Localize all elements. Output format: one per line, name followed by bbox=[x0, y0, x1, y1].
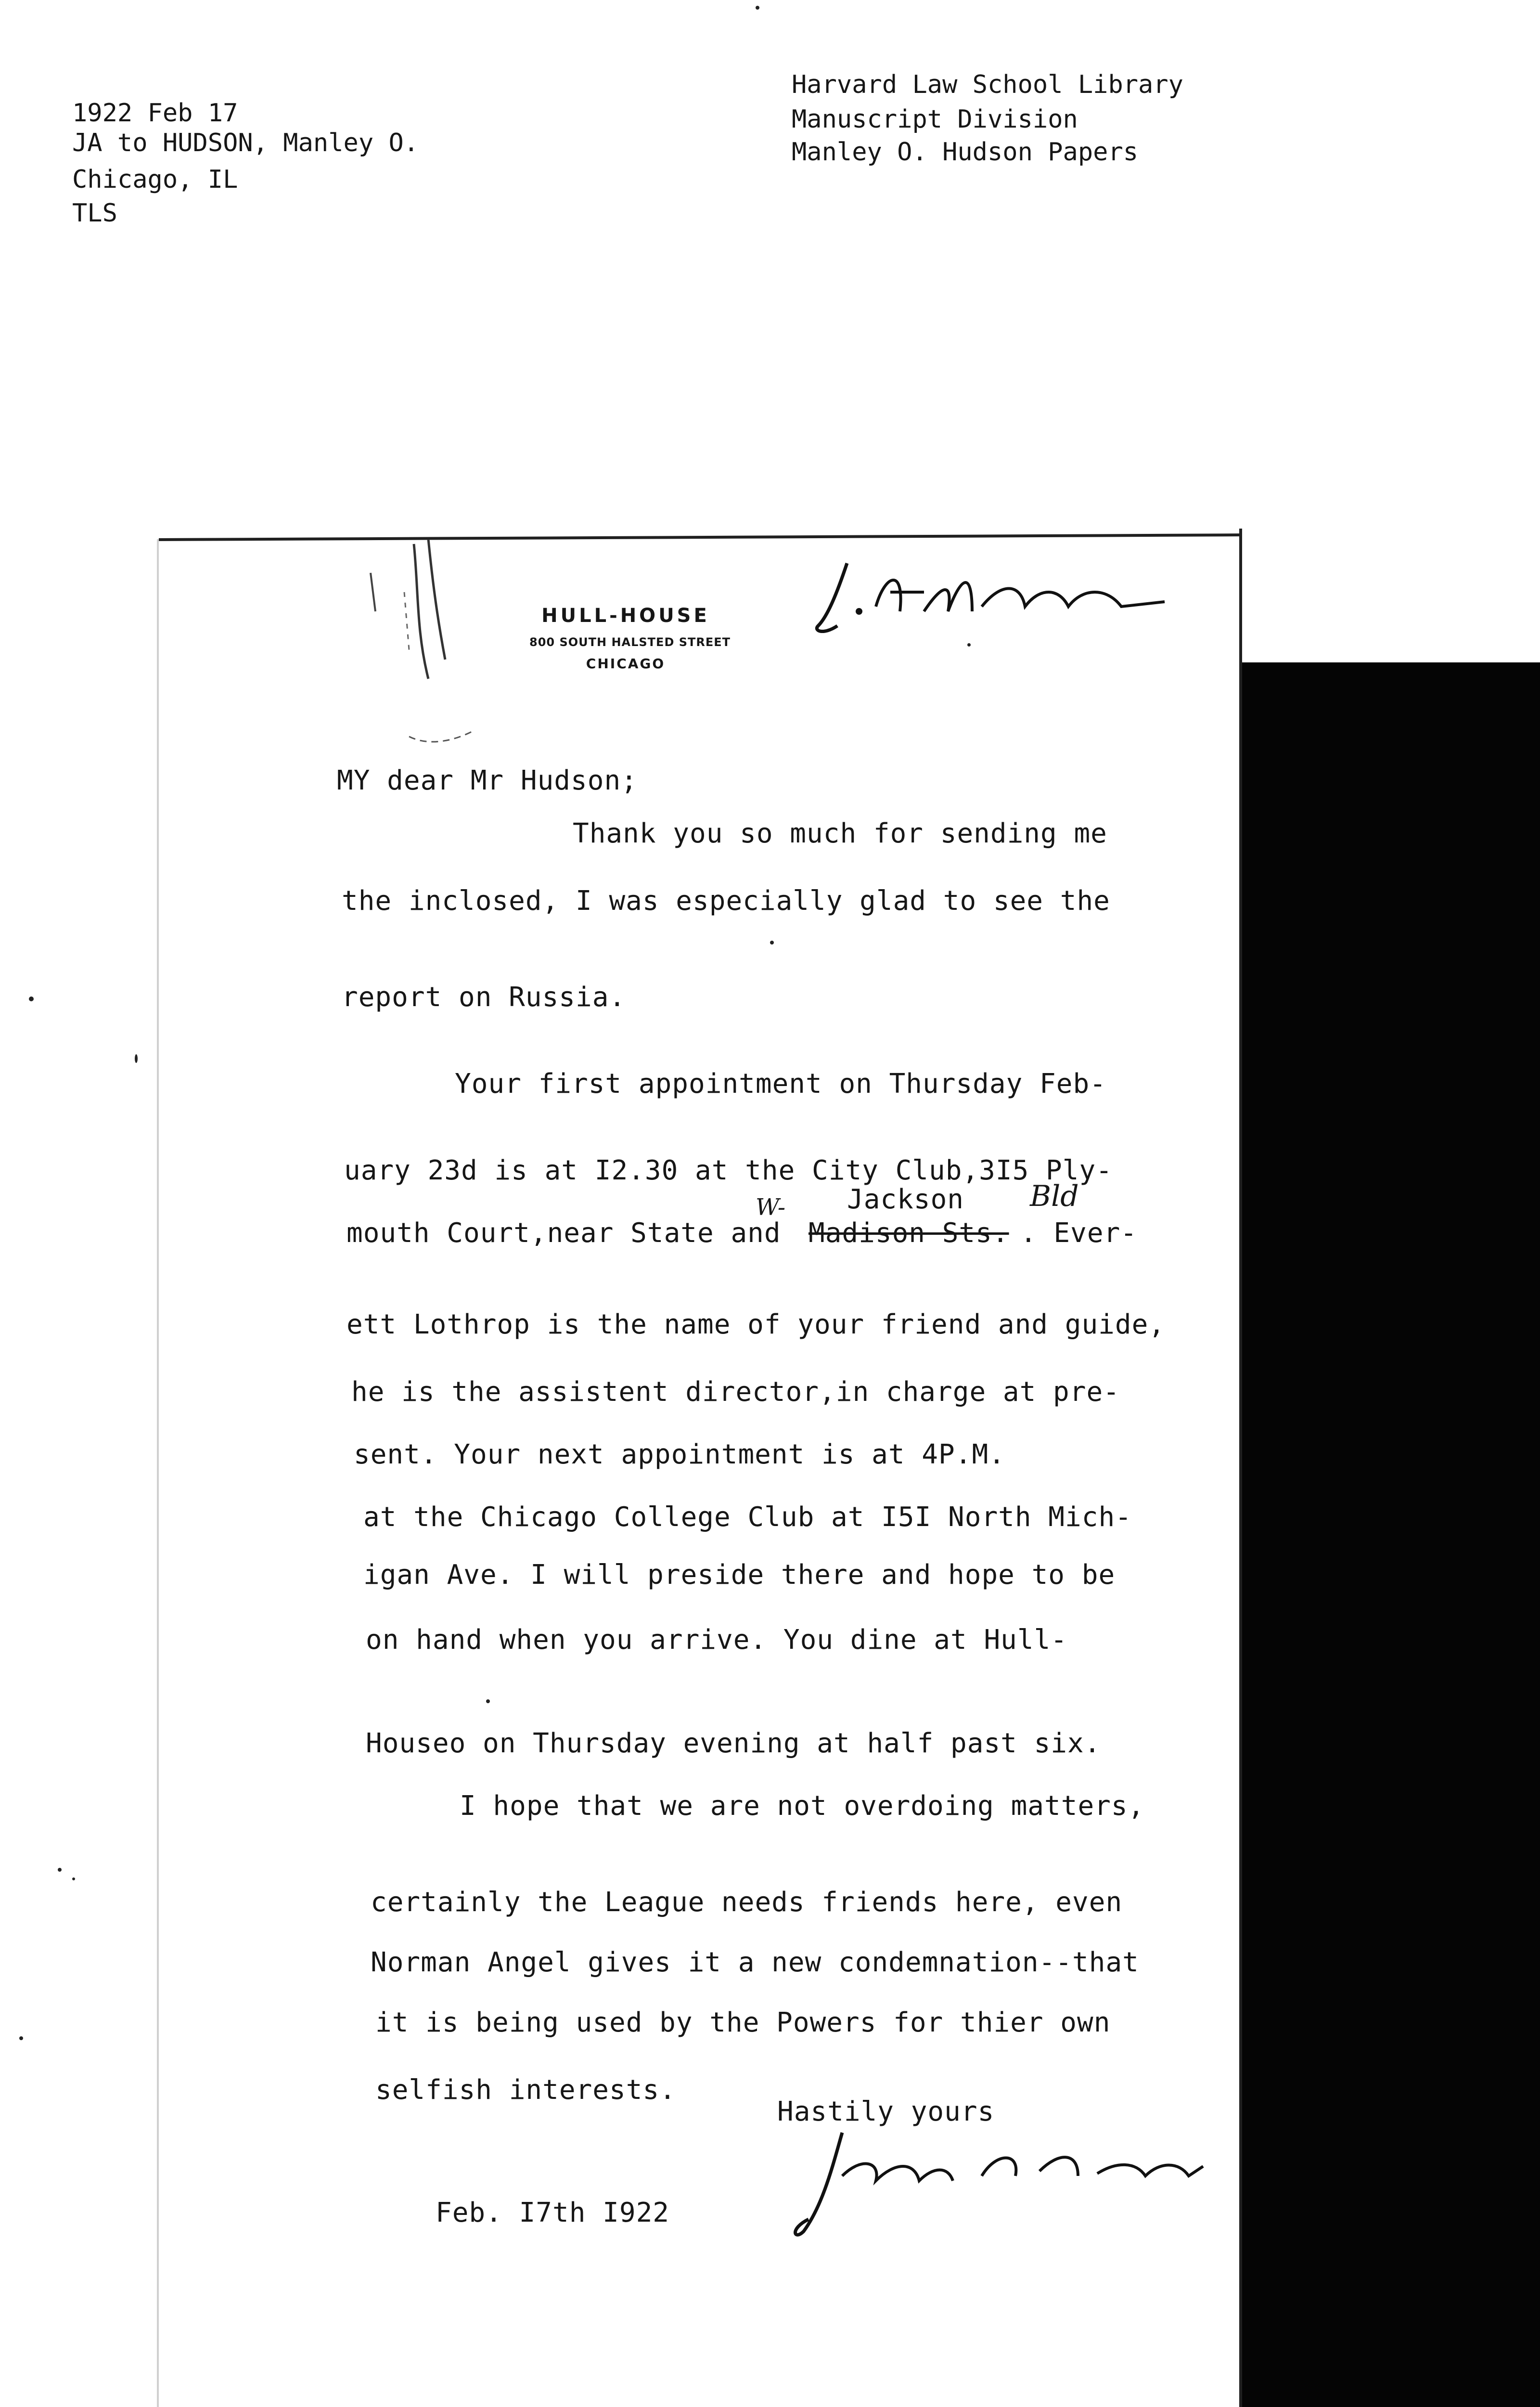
letterhead-address: 800 SOUTH HALSTED STREET bbox=[529, 635, 731, 649]
body-line-17: it is being used by the Powers for thier own bbox=[375, 2007, 1111, 2038]
catalog-date: 1922 Feb 17 bbox=[72, 99, 238, 128]
body-line-15: certainly the League needs friends here, even bbox=[371, 1887, 1123, 1918]
insert-mark-right: Bld bbox=[1030, 1179, 1079, 1213]
speck bbox=[72, 1877, 75, 1880]
speck bbox=[770, 941, 774, 945]
body-line-5: uary 23d is at I2.30 at the City Club,3I5 Ply- bbox=[344, 1155, 1113, 1186]
body-line-16: Norman Angel gives it a new condemnation--that bbox=[371, 1947, 1139, 1978]
body-line-7: ett Lothrop is the name of your friend and guide, bbox=[346, 1309, 1166, 1340]
letter-left-edge bbox=[157, 539, 159, 2407]
pencil-marks bbox=[356, 534, 510, 756]
body-line-12: on hand when you arrive. You dine at Hull- bbox=[366, 1624, 1068, 1656]
library-collection: Manley O. Hudson Papers bbox=[792, 138, 1139, 167]
speck bbox=[58, 1868, 62, 1872]
body-line-2: the inclosed, I was especially glad to see the bbox=[342, 885, 1110, 917]
letterhead-name: HULL-HOUSE bbox=[541, 605, 710, 627]
letter-top-edge bbox=[159, 533, 1242, 541]
speck bbox=[756, 6, 759, 10]
body-line-18: selfish interests. bbox=[375, 2074, 676, 2106]
closing: Hastily yours bbox=[777, 2096, 995, 2127]
body-line-9: sent. Your next appointment is at 4P.M. bbox=[354, 1439, 1005, 1470]
catalog-correspondents: JA to HUDSON, Manley O. bbox=[72, 129, 419, 157]
date-line: Feb. I7th I922 bbox=[436, 2197, 670, 2228]
struck-text: Madison Sts. bbox=[808, 1217, 1009, 1249]
scan-shadow-block bbox=[1240, 662, 1540, 2407]
signature-top bbox=[808, 554, 1174, 645]
body-line-4: Your first appointment on Thursday Feb- bbox=[455, 1068, 1106, 1100]
body-line-1: Thank you so much for sending me bbox=[573, 818, 1107, 849]
body-line-11: igan Ave. I will preside there and hope to be bbox=[363, 1559, 1116, 1591]
body-line-6-end: . Ever- bbox=[1020, 1217, 1138, 1249]
body-line-6: mouth Court,near State and bbox=[346, 1217, 781, 1249]
insert-typed-jackson: Jackson bbox=[847, 1184, 964, 1215]
letter-right-edge bbox=[1239, 529, 1242, 2407]
body-line-3: report on Russia. bbox=[342, 982, 626, 1013]
speck bbox=[19, 2036, 23, 2040]
letterhead-city: CHICAGO bbox=[586, 656, 666, 672]
salutation: MY dear Mr Hudson; bbox=[337, 765, 638, 796]
catalog-format: TLS bbox=[72, 199, 117, 228]
speck bbox=[29, 996, 34, 1001]
signature-bottom bbox=[789, 2128, 1213, 2243]
insert-mark-left: W- bbox=[756, 1194, 786, 1221]
speck bbox=[135, 1054, 138, 1063]
body-line-10: at the Chicago College Club at I5I North Mich- bbox=[363, 1501, 1132, 1533]
body-line-13: Houseo on Thursday evening at half past six. bbox=[366, 1728, 1101, 1759]
library-division: Manuscript Division bbox=[792, 105, 1078, 134]
catalog-place: Chicago, IL bbox=[72, 165, 238, 194]
library-name: Harvard Law School Library bbox=[792, 70, 1183, 99]
speck bbox=[486, 1699, 490, 1703]
speck bbox=[967, 643, 971, 647]
body-line-8: he is the assistent director,in charge at pre- bbox=[351, 1376, 1120, 1408]
body-line-14: I hope that we are not overdoing matters, bbox=[460, 1790, 1145, 1822]
